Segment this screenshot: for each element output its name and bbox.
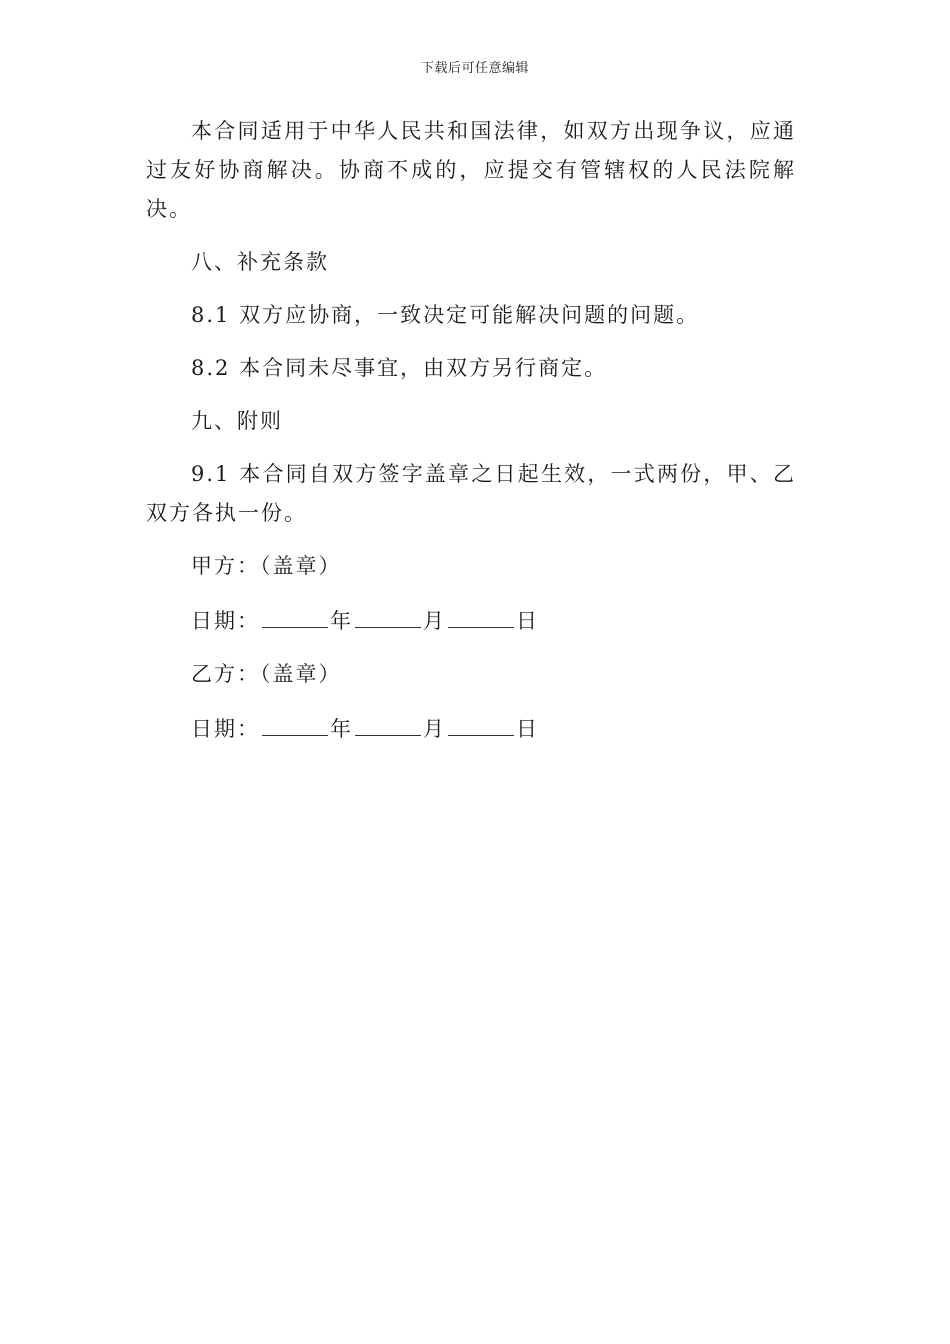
day-blank	[448, 708, 514, 736]
day-blank	[448, 600, 514, 628]
section-8-title: 八、补充条款	[191, 250, 329, 274]
party-b-seal: 乙方：（盖章）	[191, 662, 342, 686]
date-label: 日期：	[191, 609, 260, 633]
year-blank	[262, 708, 328, 736]
date-label: 日期：	[191, 717, 260, 741]
clause-8-1: 8.1 双方应协商，一致决定可能解决问题的问题。	[191, 303, 700, 327]
year-blank	[262, 600, 328, 628]
day-label: 日	[516, 609, 539, 633]
party-b-date	[146, 708, 796, 749]
year-label: 年	[330, 609, 353, 633]
clause-9-1: 9.1 本合同自双方签字盖章之日起生效，一式两份，甲、乙双方各执一份。	[146, 462, 796, 525]
law-paragraph: 本合同适用于中华人民共和国法律，如双方出现争议，应通过友好协商解决。协商不成的，应提交有管辖权的人民法院解决。	[146, 119, 796, 221]
month-blank	[355, 708, 421, 736]
party-a-seal: 甲方：（盖章）	[191, 554, 342, 578]
document-body	[146, 112, 796, 763]
month-label: 月	[423, 717, 446, 741]
month-label: 月	[423, 609, 446, 633]
year-label: 年	[330, 717, 353, 741]
month-blank	[355, 600, 421, 628]
header-note: 下载后可任意编辑	[420, 61, 529, 76]
party-a-date	[146, 600, 796, 641]
clause-8-2: 8.2 本合同未尽事宜，由双方另行商定。	[191, 356, 608, 380]
section-9-title: 九、附则	[191, 409, 283, 433]
day-label: 日	[516, 717, 539, 741]
